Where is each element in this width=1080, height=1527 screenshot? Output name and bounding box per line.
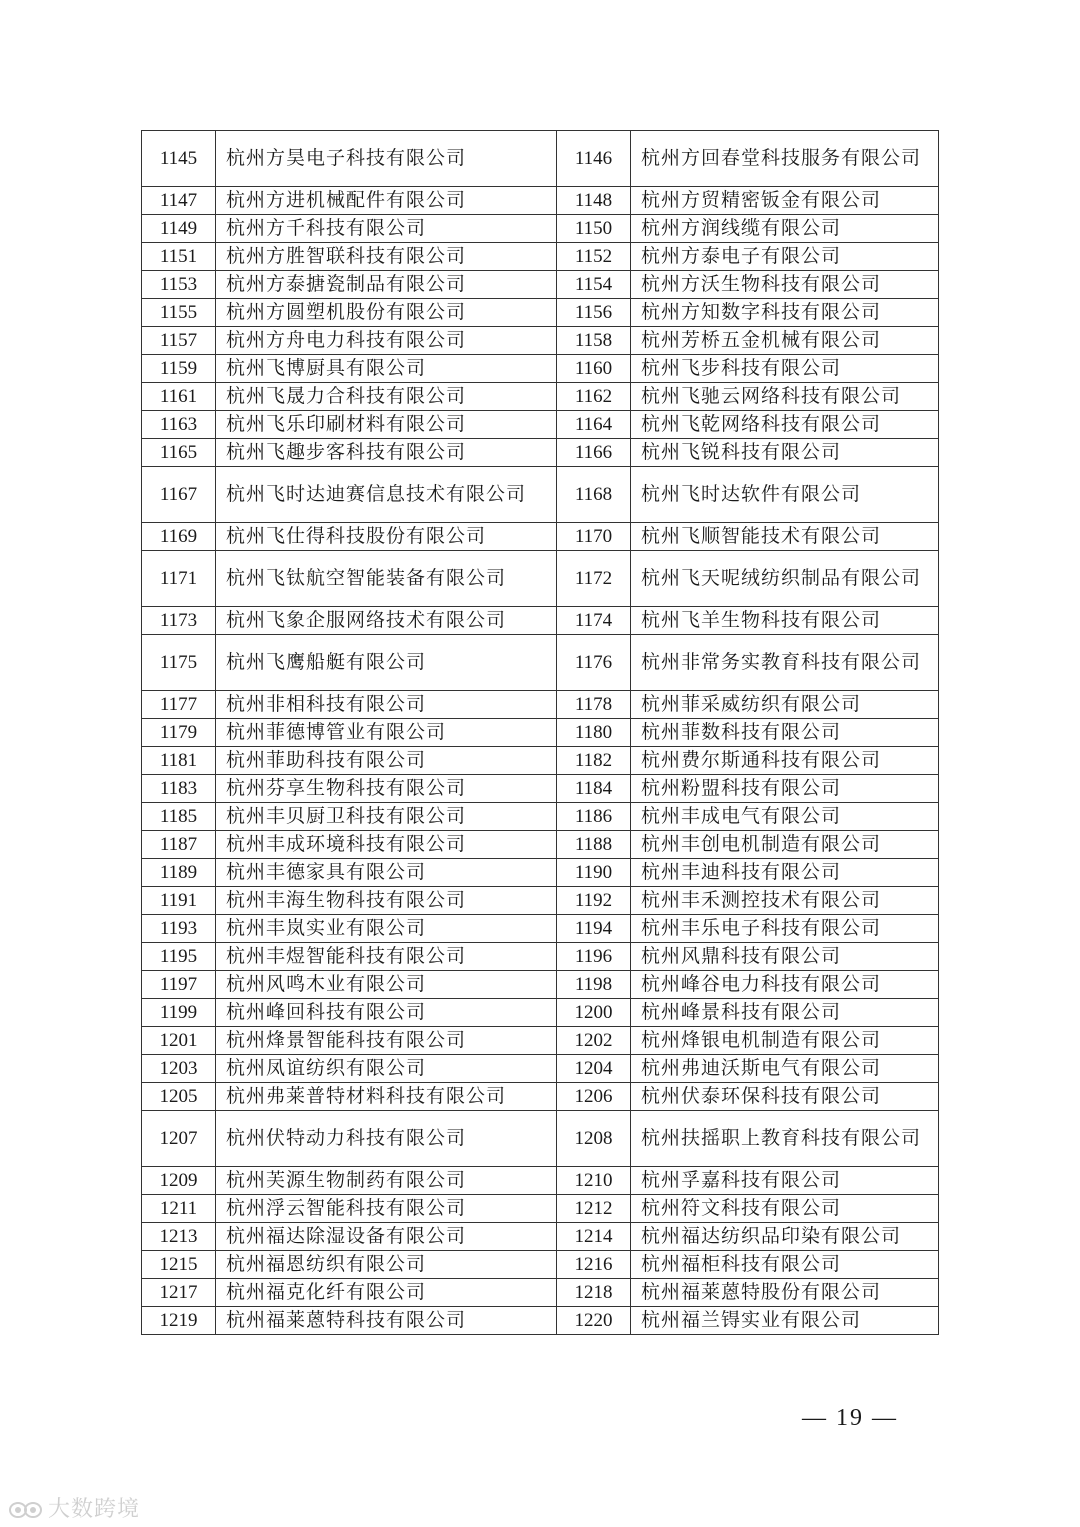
row-number-right: 1212 [557, 1195, 631, 1223]
table-row [142, 775, 939, 803]
row-number-right: 1214 [557, 1223, 631, 1251]
company-name-left: 杭州方泰搪瓷制品有限公司 [216, 271, 557, 299]
table-row [142, 747, 939, 775]
company-name-right: 杭州菲采威纺织有限公司 [631, 691, 939, 719]
table-row [142, 243, 939, 271]
row-number-right: 1158 [557, 327, 631, 355]
row-number-right: 1206 [557, 1083, 631, 1111]
company-name-left: 杭州伏特动力科技有限公司 [216, 1111, 557, 1167]
company-list-body [142, 131, 939, 1335]
company-name-left: 杭州飞仕得科技股份有限公司 [216, 523, 557, 551]
row-number-right: 1210 [557, 1167, 631, 1195]
table-row [142, 887, 939, 915]
table-row [142, 607, 939, 635]
company-name-left: 杭州方昊电子科技有限公司 [216, 131, 557, 187]
table-row [142, 635, 939, 691]
row-number-left: 1167 [142, 467, 216, 523]
company-name-right: 杭州风鼎科技有限公司 [631, 943, 939, 971]
company-name-right: 杭州飞顺智能技术有限公司 [631, 523, 939, 551]
row-number-right: 1204 [557, 1055, 631, 1083]
company-name-left: 杭州芙源生物制药有限公司 [216, 1167, 557, 1195]
company-name-right: 杭州丰迪科技有限公司 [631, 859, 939, 887]
company-name-right: 杭州方沃生物科技有限公司 [631, 271, 939, 299]
table-row [142, 943, 939, 971]
company-name-left: 杭州飞象企服网络技术有限公司 [216, 607, 557, 635]
row-number-right: 1146 [557, 131, 631, 187]
row-number-right: 1156 [557, 299, 631, 327]
row-number-right: 1152 [557, 243, 631, 271]
row-number-right: 1178 [557, 691, 631, 719]
table-row [142, 719, 939, 747]
table-row [142, 1055, 939, 1083]
table-row [142, 915, 939, 943]
row-number-left: 1195 [142, 943, 216, 971]
table-row [142, 1307, 939, 1335]
row-number-right: 1176 [557, 635, 631, 691]
company-name-left: 杭州丰贝厨卫科技有限公司 [216, 803, 557, 831]
company-name-left: 杭州丰海生物科技有限公司 [216, 887, 557, 915]
company-name-left: 杭州方舟电力科技有限公司 [216, 327, 557, 355]
row-number-right: 1170 [557, 523, 631, 551]
table-row [142, 439, 939, 467]
company-name-left: 杭州菲德博管业有限公司 [216, 719, 557, 747]
company-name-right: 杭州丰乐电子科技有限公司 [631, 915, 939, 943]
row-number-right: 1164 [557, 411, 631, 439]
row-number-right: 1216 [557, 1251, 631, 1279]
row-number-left: 1199 [142, 999, 216, 1027]
row-number-left: 1213 [142, 1223, 216, 1251]
row-number-left: 1145 [142, 131, 216, 187]
row-number-right: 1192 [557, 887, 631, 915]
table-row [142, 1167, 939, 1195]
row-number-left: 1209 [142, 1167, 216, 1195]
row-number-left: 1173 [142, 607, 216, 635]
row-number-right: 1194 [557, 915, 631, 943]
company-name-left: 杭州福莱蒽特科技有限公司 [216, 1307, 557, 1335]
row-number-left: 1215 [142, 1251, 216, 1279]
company-name-right: 杭州福莱蒽特股份有限公司 [631, 1279, 939, 1307]
table-row [142, 999, 939, 1027]
company-name-right: 杭州飞步科技有限公司 [631, 355, 939, 383]
row-number-left: 1189 [142, 859, 216, 887]
company-name-left: 杭州丰岚实业有限公司 [216, 915, 557, 943]
row-number-left: 1151 [142, 243, 216, 271]
row-number-left: 1153 [142, 271, 216, 299]
company-name-right: 杭州丰禾测控技术有限公司 [631, 887, 939, 915]
row-number-left: 1183 [142, 775, 216, 803]
table-row [142, 215, 939, 243]
table-row [142, 327, 939, 355]
company-name-right: 杭州粉盟科技有限公司 [631, 775, 939, 803]
company-name-right: 杭州孚嘉科技有限公司 [631, 1167, 939, 1195]
company-name-left: 杭州方胜智联科技有限公司 [216, 243, 557, 271]
page-number: — 19 — [802, 1405, 898, 1431]
row-number-right: 1198 [557, 971, 631, 999]
company-name-right: 杭州方知数字科技有限公司 [631, 299, 939, 327]
company-name-left: 杭州福恩纺织有限公司 [216, 1251, 557, 1279]
company-name-left: 杭州芬享生物科技有限公司 [216, 775, 557, 803]
company-name-right: 杭州飞锐科技有限公司 [631, 439, 939, 467]
company-name-left: 杭州福达除湿设备有限公司 [216, 1223, 557, 1251]
row-number-right: 1148 [557, 187, 631, 215]
row-number-right: 1184 [557, 775, 631, 803]
row-number-left: 1171 [142, 551, 216, 607]
table-row [142, 355, 939, 383]
row-number-left: 1157 [142, 327, 216, 355]
company-name-right: 杭州符文科技有限公司 [631, 1195, 939, 1223]
row-number-right: 1166 [557, 439, 631, 467]
company-name-left: 杭州飞博厨具有限公司 [216, 355, 557, 383]
weibo-eye-icon [8, 1500, 44, 1520]
row-number-left: 1175 [142, 635, 216, 691]
row-number-left: 1185 [142, 803, 216, 831]
table-row [142, 131, 939, 187]
row-number-right: 1162 [557, 383, 631, 411]
table-row [142, 411, 939, 439]
company-name-left: 杭州丰德家具有限公司 [216, 859, 557, 887]
table-row [142, 1279, 939, 1307]
company-name-right: 杭州弗迪沃斯电气有限公司 [631, 1055, 939, 1083]
company-name-left: 杭州方圆塑机股份有限公司 [216, 299, 557, 327]
company-name-right: 杭州方泰电子有限公司 [631, 243, 939, 271]
row-number-right: 1180 [557, 719, 631, 747]
company-list-table [141, 130, 939, 1335]
table-row [142, 551, 939, 607]
table-row [142, 1223, 939, 1251]
company-name-left: 杭州方千科技有限公司 [216, 215, 557, 243]
row-number-left: 1163 [142, 411, 216, 439]
company-name-left: 杭州飞时达迪赛信息技术有限公司 [216, 467, 557, 523]
row-number-left: 1201 [142, 1027, 216, 1055]
row-number-right: 1172 [557, 551, 631, 607]
row-number-left: 1169 [142, 523, 216, 551]
row-number-left: 1205 [142, 1083, 216, 1111]
company-name-left: 杭州风鸣木业有限公司 [216, 971, 557, 999]
row-number-left: 1155 [142, 299, 216, 327]
company-name-left: 杭州菲助科技有限公司 [216, 747, 557, 775]
row-number-right: 1174 [557, 607, 631, 635]
row-number-left: 1217 [142, 1279, 216, 1307]
row-number-right: 1220 [557, 1307, 631, 1335]
table-row [142, 1027, 939, 1055]
company-name-right: 杭州扶摇职上教育科技有限公司 [631, 1111, 939, 1167]
row-number-left: 1193 [142, 915, 216, 943]
row-number-left: 1207 [142, 1111, 216, 1167]
company-name-left: 杭州飞钛航空智能装备有限公司 [216, 551, 557, 607]
company-name-left: 杭州福克化纤有限公司 [216, 1279, 557, 1307]
table-row [142, 523, 939, 551]
table-row [142, 859, 939, 887]
table-row [142, 271, 939, 299]
company-name-left: 杭州丰成环境科技有限公司 [216, 831, 557, 859]
row-number-left: 1181 [142, 747, 216, 775]
table-row [142, 299, 939, 327]
row-number-right: 1188 [557, 831, 631, 859]
company-name-right: 杭州菲数科技有限公司 [631, 719, 939, 747]
company-name-right: 杭州福达纺织品印染有限公司 [631, 1223, 939, 1251]
company-name-left: 杭州丰煜智能科技有限公司 [216, 943, 557, 971]
table-row [142, 831, 939, 859]
row-number-left: 1161 [142, 383, 216, 411]
company-name-right: 杭州方回春堂科技服务有限公司 [631, 131, 939, 187]
row-number-right: 1218 [557, 1279, 631, 1307]
company-name-left: 杭州飞趣步客科技有限公司 [216, 439, 557, 467]
row-number-right: 1154 [557, 271, 631, 299]
company-name-right: 杭州方润线缆有限公司 [631, 215, 939, 243]
table-row [142, 467, 939, 523]
watermark [8, 1492, 140, 1523]
row-number-left: 1177 [142, 691, 216, 719]
row-number-left: 1179 [142, 719, 216, 747]
company-name-right: 杭州丰成电气有限公司 [631, 803, 939, 831]
table-row [142, 187, 939, 215]
row-number-left: 1147 [142, 187, 216, 215]
company-name-right: 杭州福兰锝实业有限公司 [631, 1307, 939, 1335]
row-number-right: 1202 [557, 1027, 631, 1055]
company-name-left: 杭州弗莱普特材料科技有限公司 [216, 1083, 557, 1111]
table-row [142, 691, 939, 719]
row-number-left: 1187 [142, 831, 216, 859]
company-name-right: 杭州芳桥五金机械有限公司 [631, 327, 939, 355]
company-name-left: 杭州方进机械配件有限公司 [216, 187, 557, 215]
company-name-right: 杭州烽银电机制造有限公司 [631, 1027, 939, 1055]
company-name-right: 杭州方贸精密钣金有限公司 [631, 187, 939, 215]
row-number-right: 1186 [557, 803, 631, 831]
company-name-right: 杭州伏泰环保科技有限公司 [631, 1083, 939, 1111]
company-name-left: 杭州凤谊纺织有限公司 [216, 1055, 557, 1083]
row-number-left: 1165 [142, 439, 216, 467]
company-name-right: 杭州费尔斯通科技有限公司 [631, 747, 939, 775]
row-number-right: 1208 [557, 1111, 631, 1167]
company-name-left: 杭州浮云智能科技有限公司 [216, 1195, 557, 1223]
watermark-text: 大数跨境 [48, 1497, 141, 1522]
company-name-right: 杭州非常务实教育科技有限公司 [631, 635, 939, 691]
company-name-left: 杭州峰回科技有限公司 [216, 999, 557, 1027]
company-name-right: 杭州福柜科技有限公司 [631, 1251, 939, 1279]
table-row [142, 1111, 939, 1167]
company-name-right: 杭州飞羊生物科技有限公司 [631, 607, 939, 635]
row-number-right: 1190 [557, 859, 631, 887]
row-number-left: 1211 [142, 1195, 216, 1223]
row-number-right: 1196 [557, 943, 631, 971]
company-name-right: 杭州飞时达软件有限公司 [631, 467, 939, 523]
company-name-left: 杭州飞乐印刷材料有限公司 [216, 411, 557, 439]
row-number-left: 1203 [142, 1055, 216, 1083]
company-name-left: 杭州飞晟力合科技有限公司 [216, 383, 557, 411]
company-name-right: 杭州峰谷电力科技有限公司 [631, 971, 939, 999]
row-number-right: 1200 [557, 999, 631, 1027]
company-name-right: 杭州峰景科技有限公司 [631, 999, 939, 1027]
company-name-left: 杭州飞鹰船艇有限公司 [216, 635, 557, 691]
table-row [142, 971, 939, 999]
table-row [142, 383, 939, 411]
company-name-right: 杭州飞驰云网络科技有限公司 [631, 383, 939, 411]
company-name-right: 杭州飞乾网络科技有限公司 [631, 411, 939, 439]
company-name-right: 杭州丰创电机制造有限公司 [631, 831, 939, 859]
company-name-right: 杭州飞天呢绒纺织制品有限公司 [631, 551, 939, 607]
row-number-left: 1191 [142, 887, 216, 915]
row-number-right: 1182 [557, 747, 631, 775]
row-number-left: 1197 [142, 971, 216, 999]
row-number-right: 1160 [557, 355, 631, 383]
row-number-left: 1159 [142, 355, 216, 383]
table-row [142, 803, 939, 831]
row-number-left: 1219 [142, 1307, 216, 1335]
row-number-right: 1150 [557, 215, 631, 243]
table-row [142, 1083, 939, 1111]
table-row [142, 1251, 939, 1279]
row-number-left: 1149 [142, 215, 216, 243]
table-row [142, 1195, 939, 1223]
row-number-right: 1168 [557, 467, 631, 523]
company-name-left: 杭州非相科技有限公司 [216, 691, 557, 719]
company-name-left: 杭州烽景智能科技有限公司 [216, 1027, 557, 1055]
